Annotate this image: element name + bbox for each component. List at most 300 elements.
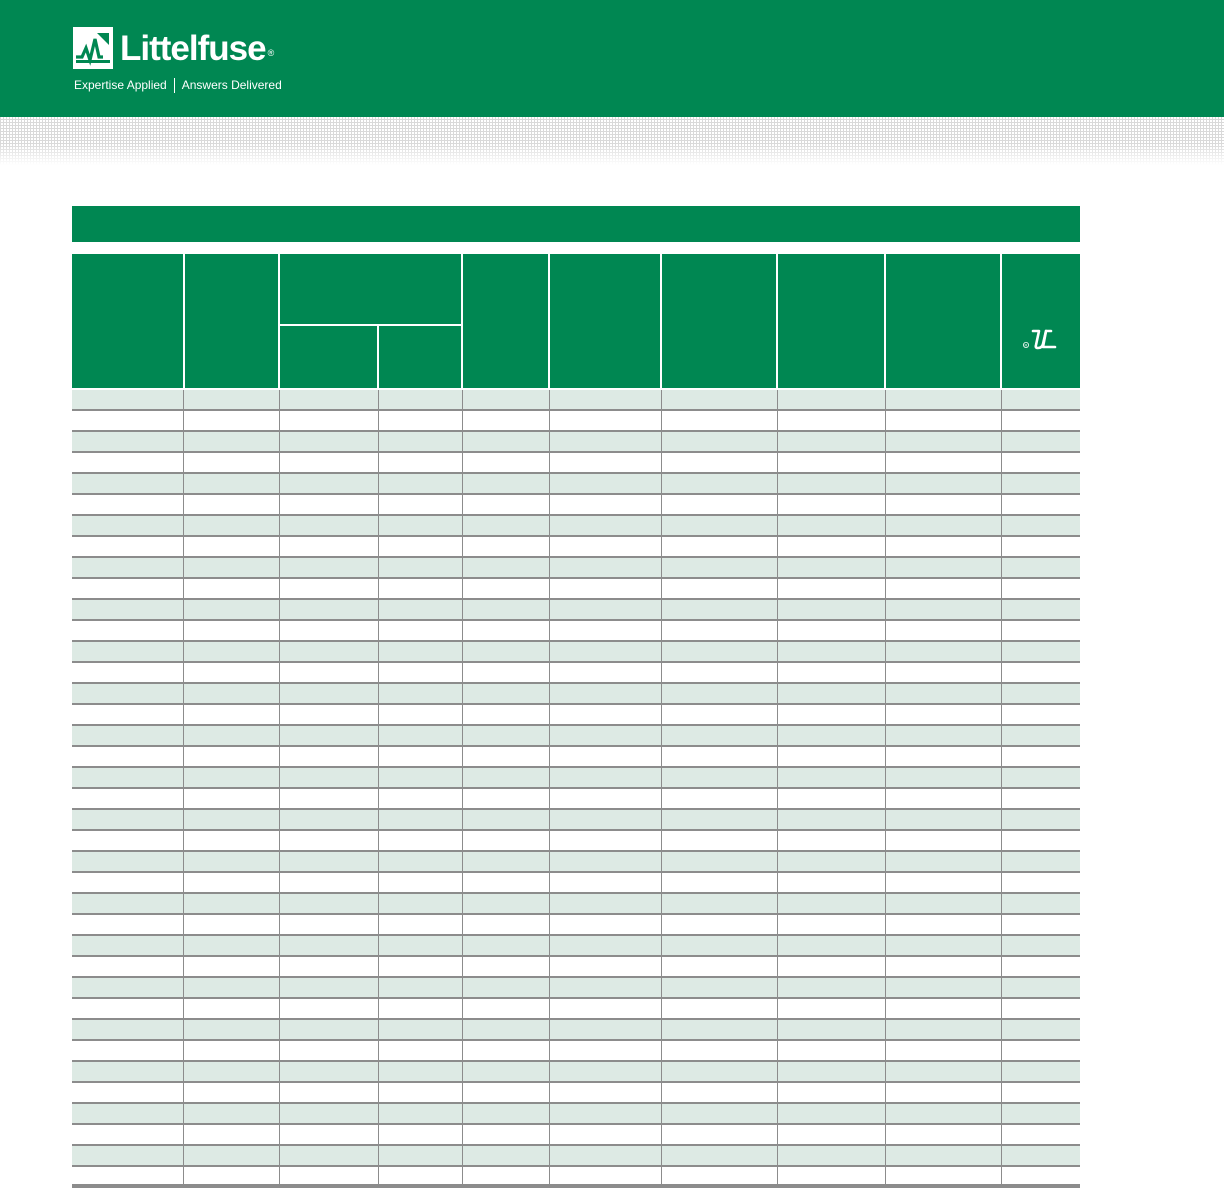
table-cell (1002, 936, 1080, 955)
table-cell (886, 432, 1002, 451)
table-cell (550, 558, 662, 577)
table-cell (280, 579, 379, 598)
header-cell-2 (185, 254, 278, 388)
table-cell (280, 726, 379, 745)
table-cell (185, 705, 280, 724)
table-cell (886, 537, 1002, 556)
table-row (72, 663, 1080, 684)
tagline-expertise: Expertise Applied (74, 78, 167, 92)
table-cell (379, 705, 463, 724)
table-cell (185, 474, 280, 493)
table-cell (550, 999, 662, 1018)
table-cell (379, 390, 463, 409)
table-cell (185, 1083, 280, 1102)
table-cell (463, 474, 550, 493)
table-cell (886, 1146, 1002, 1165)
table-cell (886, 1041, 1002, 1060)
table-cell (778, 789, 886, 808)
table-cell (379, 495, 463, 514)
table-cell (778, 978, 886, 997)
table-cell (1002, 663, 1080, 682)
table-cell (1002, 852, 1080, 871)
table-cell (280, 978, 379, 997)
table-cell (1002, 1020, 1080, 1039)
table-cell (463, 453, 550, 472)
table-row (72, 495, 1080, 516)
table-cell (1002, 453, 1080, 472)
table-cell (662, 726, 778, 745)
table-cell (72, 621, 184, 640)
table-cell (778, 1020, 886, 1039)
table-cell (185, 579, 280, 598)
table-cell (185, 642, 280, 661)
table-cell (662, 831, 778, 850)
table-cell (662, 768, 778, 787)
table-cell (550, 789, 662, 808)
table-bottom-rule (72, 1184, 1080, 1187)
table-cell (280, 558, 379, 577)
table-cell (886, 621, 1002, 640)
table-cell (280, 873, 379, 892)
table-row (72, 411, 1080, 432)
table-cell (280, 684, 379, 703)
table-cell (379, 810, 463, 829)
table-cell (72, 537, 184, 556)
table-cell (778, 915, 886, 934)
table-cell (1002, 1041, 1080, 1060)
table-cell (550, 1020, 662, 1039)
header-cell-7 (778, 254, 884, 388)
table-row (72, 1104, 1080, 1125)
table-cell (550, 579, 662, 598)
table-cell (185, 1104, 280, 1123)
table-cell (1002, 579, 1080, 598)
brand-header (0, 0, 1224, 117)
table-cell (72, 894, 184, 913)
table-cell (463, 663, 550, 682)
table-cell (550, 495, 662, 514)
table-cell (550, 1041, 662, 1060)
table-cell (886, 747, 1002, 766)
table-cell (778, 1104, 886, 1123)
table-row (72, 558, 1080, 579)
table-row (72, 957, 1080, 978)
table-cell (280, 432, 379, 451)
table-cell (379, 1146, 463, 1165)
table-cell (185, 726, 280, 745)
table-cell (778, 768, 886, 787)
table-cell (72, 810, 184, 829)
table-cell (280, 1083, 379, 1102)
table-cell (72, 516, 184, 535)
table-cell (280, 936, 379, 955)
table-cell (72, 978, 184, 997)
table-cell (185, 663, 280, 682)
table-cell (463, 789, 550, 808)
table-cell (886, 1062, 1002, 1081)
table-cell (185, 1062, 280, 1081)
table-cell (778, 684, 886, 703)
table-cell (72, 1020, 184, 1039)
table-cell (778, 453, 886, 472)
table-cell (778, 621, 886, 640)
table-cell (886, 852, 1002, 871)
table-cell (550, 1062, 662, 1081)
table-cell (662, 1125, 778, 1144)
table-cell (463, 516, 550, 535)
table-cell (72, 873, 184, 892)
table-cell (185, 1020, 280, 1039)
table-cell (72, 558, 184, 577)
table-cell (185, 957, 280, 976)
svg-text:R: R (1024, 342, 1028, 348)
header-cell-3a (280, 326, 377, 388)
table-cell (185, 390, 280, 409)
table-cell (463, 810, 550, 829)
table-cell (550, 894, 662, 913)
table-row (72, 873, 1080, 894)
table-cell (886, 558, 1002, 577)
table-cell (550, 1146, 662, 1165)
table-cell (550, 663, 662, 682)
table-cell (662, 537, 778, 556)
table-cell (72, 747, 184, 766)
table-cell (662, 894, 778, 913)
table-cell (185, 789, 280, 808)
table-cell (550, 621, 662, 640)
table-row (72, 789, 1080, 810)
table-cell (379, 726, 463, 745)
table-cell (463, 747, 550, 766)
table-row (72, 453, 1080, 474)
table-cell (662, 516, 778, 535)
table-cell (886, 495, 1002, 514)
table-cell (463, 684, 550, 703)
table-cell (662, 1146, 778, 1165)
table-cell (778, 726, 886, 745)
table-cell (463, 558, 550, 577)
table-cell (463, 579, 550, 598)
table-cell (778, 894, 886, 913)
table-row (72, 810, 1080, 831)
table-cell (379, 453, 463, 472)
table-cell (280, 957, 379, 976)
table-cell (379, 642, 463, 661)
table-row (72, 936, 1080, 957)
table-cell (662, 1062, 778, 1081)
table-cell (1002, 999, 1080, 1018)
table-cell (280, 705, 379, 724)
table-cell (550, 684, 662, 703)
table-cell (550, 474, 662, 493)
table-row (72, 516, 1080, 537)
table-cell (185, 915, 280, 934)
table-cell (662, 411, 778, 430)
table-cell (379, 1062, 463, 1081)
table-row (72, 390, 1080, 411)
table-row (72, 1083, 1080, 1104)
table-cell (778, 1146, 886, 1165)
table-row (72, 1041, 1080, 1062)
table-cell (72, 684, 184, 703)
table-cell (550, 453, 662, 472)
table-cell (550, 873, 662, 892)
table-cell (379, 936, 463, 955)
table-cell (72, 495, 184, 514)
table-row (72, 915, 1080, 936)
table-cell (463, 600, 550, 619)
table-cell (662, 1104, 778, 1123)
table-cell (550, 936, 662, 955)
table-cell (463, 621, 550, 640)
table-cell (280, 915, 379, 934)
table-cell (1002, 495, 1080, 514)
table-cell (662, 957, 778, 976)
table-cell (185, 936, 280, 955)
table-cell (463, 936, 550, 955)
table-cell (379, 852, 463, 871)
table-cell (550, 810, 662, 829)
table-cell (662, 684, 778, 703)
table-cell (886, 831, 1002, 850)
table-cell (185, 411, 280, 430)
table-cell (1002, 1146, 1080, 1165)
table-row (72, 978, 1080, 999)
table-cell (72, 579, 184, 598)
table-cell (662, 747, 778, 766)
table-cell (662, 390, 778, 409)
table-cell (379, 831, 463, 850)
table-cell (185, 495, 280, 514)
table-cell (886, 390, 1002, 409)
table-cell (662, 1041, 778, 1060)
table-cell (280, 411, 379, 430)
table-cell (463, 978, 550, 997)
table-cell (379, 1041, 463, 1060)
table-cell (280, 1146, 379, 1165)
table-cell (550, 726, 662, 745)
table-cell (662, 600, 778, 619)
table-row (72, 600, 1080, 621)
table-cell (185, 684, 280, 703)
table-cell (1002, 474, 1080, 493)
table-cell (1002, 894, 1080, 913)
table-cell (550, 432, 662, 451)
table-cell (662, 474, 778, 493)
table-row (72, 579, 1080, 600)
table-cell (1002, 1062, 1080, 1081)
table-cell (778, 537, 886, 556)
table-cell (280, 747, 379, 766)
table-cell (1002, 1083, 1080, 1102)
table-cell (463, 852, 550, 871)
table-cell (778, 705, 886, 724)
table-cell (379, 999, 463, 1018)
table-cell (886, 768, 1002, 787)
table-cell (185, 558, 280, 577)
table-cell (379, 789, 463, 808)
table-cell (280, 1104, 379, 1123)
table-cell (185, 537, 280, 556)
table-cell (379, 663, 463, 682)
table-cell (280, 768, 379, 787)
table-cell (463, 411, 550, 430)
table-cell (72, 600, 184, 619)
table-cell (185, 1146, 280, 1165)
table-cell (280, 537, 379, 556)
table-cell (778, 1125, 886, 1144)
table-cell (662, 495, 778, 514)
table-cell (379, 558, 463, 577)
table-cell (185, 978, 280, 997)
table-cell (280, 1020, 379, 1039)
table-row (72, 684, 1080, 705)
table-cell (550, 831, 662, 850)
table-cell (1002, 390, 1080, 409)
table-cell (463, 1020, 550, 1039)
table-cell (72, 936, 184, 955)
table-cell (662, 1020, 778, 1039)
table-cell (379, 537, 463, 556)
table-cell (886, 894, 1002, 913)
table-cell (1002, 789, 1080, 808)
table-cell (550, 768, 662, 787)
table-cell (778, 999, 886, 1018)
table-cell (662, 936, 778, 955)
table-row (72, 642, 1080, 663)
table-cell (886, 453, 1002, 472)
table-row (72, 705, 1080, 726)
table-cell (550, 705, 662, 724)
table-cell (1002, 810, 1080, 829)
table-cell (72, 1125, 184, 1144)
table-cell (463, 1125, 550, 1144)
table-cell (379, 1083, 463, 1102)
table-cell (72, 474, 184, 493)
table-cell (72, 453, 184, 472)
header-cell-6 (662, 254, 776, 388)
tagline-answers: Answers Delivered (181, 78, 282, 92)
table-cell (662, 873, 778, 892)
table-cell (1002, 1125, 1080, 1144)
table-cell (280, 831, 379, 850)
table-row (72, 768, 1080, 789)
table-cell (1002, 537, 1080, 556)
table-cell (72, 1062, 184, 1081)
header-cell-8 (886, 254, 1000, 388)
table-cell (72, 1083, 184, 1102)
table-cell (886, 1020, 1002, 1039)
table-cell (1002, 432, 1080, 451)
table-cell (778, 390, 886, 409)
table-cell (886, 663, 1002, 682)
table-cell (185, 810, 280, 829)
table-cell (778, 495, 886, 514)
table-cell (550, 1083, 662, 1102)
table-cell (379, 978, 463, 997)
table-cell (379, 432, 463, 451)
littelfuse-logo-icon (73, 27, 113, 69)
table-cell (379, 684, 463, 703)
table-cell (662, 1083, 778, 1102)
table-cell (72, 1146, 184, 1165)
table-cell (72, 852, 184, 871)
table-cell (185, 621, 280, 640)
table-cell (662, 915, 778, 934)
table-cell (886, 705, 1002, 724)
header-cell-9 (1002, 254, 1080, 388)
table-cell (280, 1041, 379, 1060)
table-cell (280, 1062, 379, 1081)
table-cell (280, 642, 379, 661)
ul-recognized-component-mark-icon (1022, 327, 1062, 351)
table-cell (886, 516, 1002, 535)
table-cell (379, 873, 463, 892)
table-cell (1002, 873, 1080, 892)
table-cell (662, 621, 778, 640)
table-cell (886, 579, 1002, 598)
table-cell (379, 411, 463, 430)
table-cell (778, 474, 886, 493)
table-cell (1002, 747, 1080, 766)
table-cell (463, 390, 550, 409)
header-cell-5 (550, 254, 660, 388)
table-row (72, 1020, 1080, 1041)
table-cell (778, 936, 886, 955)
table-cell (662, 810, 778, 829)
table-cell (778, 831, 886, 850)
table-cell (662, 705, 778, 724)
table-cell (1002, 600, 1080, 619)
table-cell (1002, 831, 1080, 850)
header-cell-3b (379, 326, 461, 388)
table-cell (72, 957, 184, 976)
table-cell (185, 747, 280, 766)
table-cell (379, 1104, 463, 1123)
table-cell (280, 621, 379, 640)
table-cell (550, 600, 662, 619)
table-row (72, 1062, 1080, 1083)
table-cell (185, 453, 280, 472)
table-cell (550, 1125, 662, 1144)
table-cell (280, 789, 379, 808)
table-cell (1002, 915, 1080, 934)
table-cell (886, 411, 1002, 430)
table-row (72, 1146, 1080, 1167)
table-cell (886, 873, 1002, 892)
table-row (72, 432, 1080, 453)
table-cell (185, 894, 280, 913)
table-cell (72, 768, 184, 787)
table-cell (280, 453, 379, 472)
table-cell (379, 915, 463, 934)
table-cell (379, 474, 463, 493)
table-cell (550, 411, 662, 430)
table-cell (1002, 705, 1080, 724)
table-cell (550, 915, 662, 934)
table-cell (778, 432, 886, 451)
table-row (72, 852, 1080, 873)
table-cell (886, 684, 1002, 703)
table-cell (185, 831, 280, 850)
brand-tagline (74, 77, 282, 93)
table-cell (463, 642, 550, 661)
table-cell (662, 579, 778, 598)
table-cell (886, 810, 1002, 829)
table-cell (463, 1041, 550, 1060)
table-row (72, 999, 1080, 1020)
table-cell (778, 810, 886, 829)
